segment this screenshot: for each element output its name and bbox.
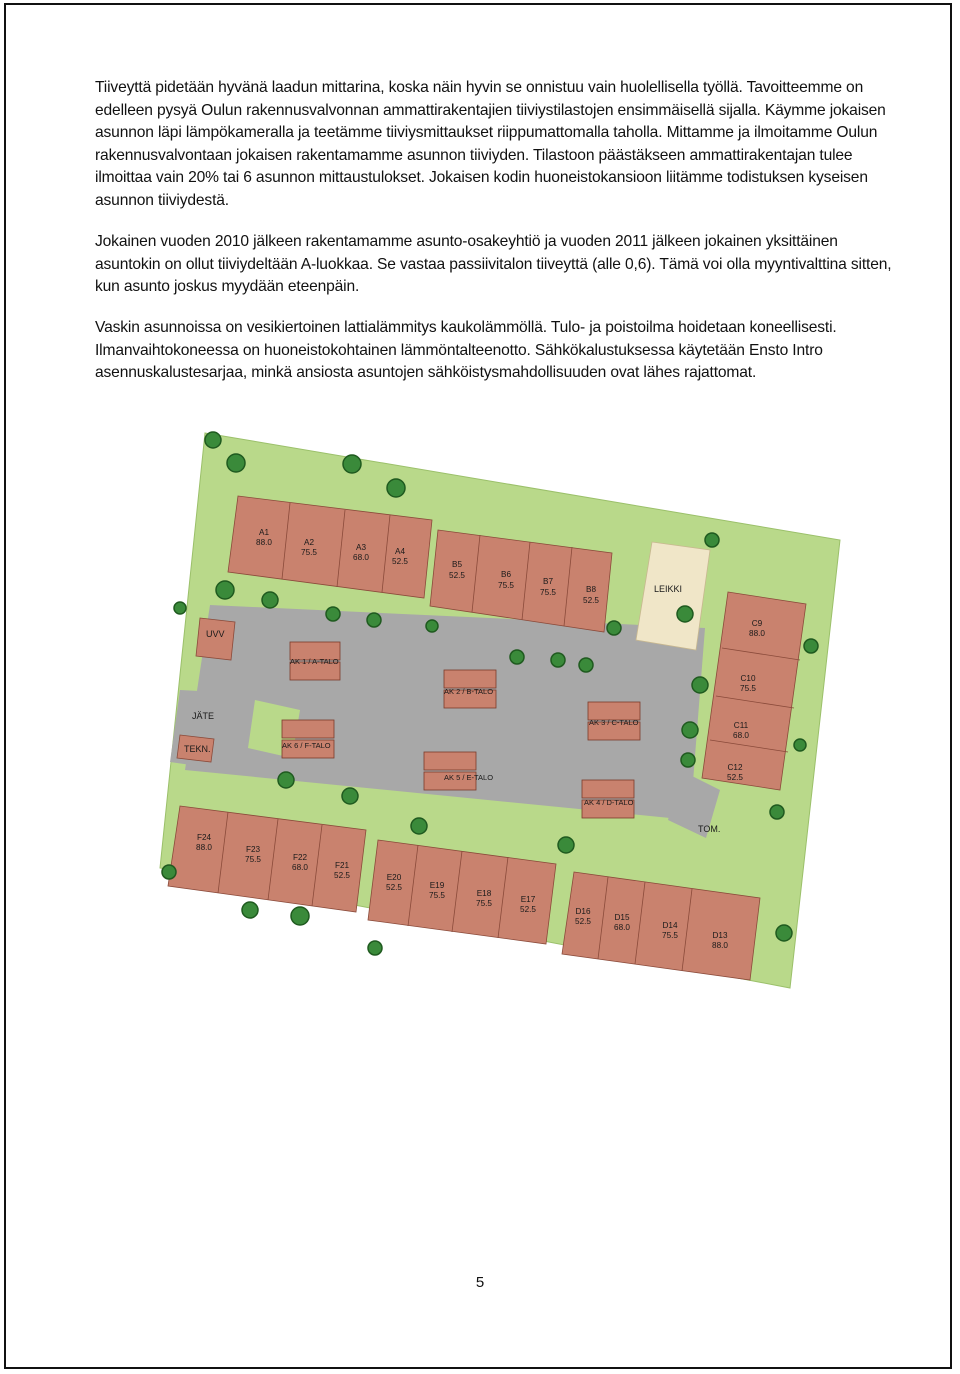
unit-c11 (733, 721, 749, 740)
svg-text:88.0: 88.0 (749, 629, 765, 638)
svg-text:52.5: 52.5 (727, 773, 743, 782)
carport-ak2 (444, 670, 496, 708)
svg-text:E18: E18 (476, 889, 492, 898)
unit-e20 (386, 873, 402, 892)
svg-text:75.5: 75.5 (540, 588, 556, 597)
svg-text:52.5: 52.5 (386, 883, 402, 892)
svg-text:D14: D14 (662, 921, 678, 930)
svg-text:88.0: 88.0 (256, 538, 272, 547)
unit-e19 (429, 881, 445, 900)
svg-text:88.0: 88.0 (196, 843, 212, 852)
svg-text:88.0: 88.0 (712, 941, 728, 950)
svg-text:52.5: 52.5 (520, 905, 536, 914)
carport-ak1 (290, 642, 340, 680)
svg-text:52.5: 52.5 (449, 571, 465, 580)
unit-d15 (614, 913, 630, 932)
svg-text:B8: B8 (585, 585, 597, 594)
tekn-label: TEKN. (184, 744, 211, 754)
svg-text:A2: A2 (303, 538, 315, 547)
playground-label: LEIKKI (654, 584, 683, 594)
svg-text:C12: C12 (727, 763, 743, 772)
svg-text:C9: C9 (751, 619, 763, 628)
svg-text:75.5: 75.5 (245, 855, 261, 864)
svg-text:A4: A4 (394, 547, 406, 556)
building-uvv (196, 618, 235, 660)
svg-text:F22: F22 (292, 853, 308, 862)
svg-text:D13: D13 (712, 931, 728, 940)
svg-text:68.0: 68.0 (353, 553, 369, 562)
svg-text:52.5: 52.5 (575, 917, 591, 926)
svg-text:AK 5 / E-TALO: AK 5 / E-TALO (444, 773, 494, 782)
unit-e18 (476, 889, 492, 908)
unit-d16 (575, 907, 591, 926)
svg-text:E17: E17 (520, 895, 536, 904)
svg-text:75.5: 75.5 (301, 548, 317, 557)
svg-text:75.5: 75.5 (498, 581, 514, 590)
svg-text:52.5: 52.5 (392, 557, 408, 566)
svg-text:52.5: 52.5 (334, 871, 350, 880)
svg-text:B6: B6 (500, 570, 512, 579)
svg-text:AK 1 / A-TALO: AK 1 / A-TALO (290, 657, 339, 666)
svg-text:D15: D15 (614, 913, 630, 922)
svg-text:52.5: 52.5 (583, 596, 599, 605)
paragraph-airtightness: Tiiveyttä pidetään hyvänä laadun mittarina, koska näin hyvin se onnistuu vain huolellisella työllä. Tavoitteemme on edelleen pysyä Oulun rakennusvalvonnan ammattirakentajien tiiviystilastojen ensimmäisellä sijalla. Käymme jokaisen asunnon läpi lämpökameralla ja teetämme tiiviysmittaukset riippumattomalla taholla. Mittamme ja ilmoitamme Oulun rakennusvalvontaan jokaisen rakentamamme asunnon tiiviyden. Tilastoon päästäkseen ammattirakentajan tulee ilmoittaa vain 20% tai 6 asunnon mittaustulokset. Jokaisen kodin huoneistokansioon liitämme todistuksen kyseisen asunnon tiiviydestä. (95, 79, 886, 209)
svg-text:B5: B5 (451, 560, 463, 569)
svg-text:D16: D16 (575, 907, 591, 916)
svg-text:A1: A1 (258, 528, 270, 537)
svg-text:F24: F24 (196, 833, 212, 842)
svg-text:AK 6 / F-TALO: AK 6 / F-TALO (282, 741, 331, 750)
unit-c10 (740, 674, 756, 693)
svg-text:75.5: 75.5 (476, 899, 492, 908)
svg-text:B7: B7 (542, 577, 554, 586)
svg-text:68.0: 68.0 (614, 923, 630, 932)
unit-c12 (727, 763, 743, 782)
svg-text:E19: E19 (429, 881, 445, 890)
jate-label: JÄTE (192, 711, 215, 721)
svg-text:75.5: 75.5 (740, 684, 756, 693)
paragraph-heating-ventilation: Vaskin asunnoissa on vesikiertoinen lattialämmitys kaukolämmöllä. Tulo- ja poistoilma hoidetaan koneellisesti. Ilmanvaihtokoneessa on huoneistokohtainen lämmöntalteenotto. Sähkökalustuksessa käytetään Ensto Intro asennuskalustesarjaa, minkä ansiosta asuntojen sähköistysmahdollisuuden ovat lähes rajattomat. (95, 319, 837, 382)
svg-text:68.0: 68.0 (292, 863, 308, 872)
unit-f21 (334, 861, 350, 880)
unit-f24 (196, 833, 212, 852)
tom-label: TOM. (698, 824, 721, 834)
uvv-label: UVV (206, 629, 225, 639)
unit-d14 (662, 921, 678, 940)
svg-text:AK 4 / D-TALO: AK 4 / D-TALO (584, 798, 634, 807)
svg-text:A3: A3 (355, 543, 367, 552)
svg-text:AK 2 / B-TALO: AK 2 / B-TALO (444, 687, 494, 696)
unit-d13 (712, 931, 728, 950)
svg-text:75.5: 75.5 (429, 891, 445, 900)
svg-text:F21: F21 (334, 861, 350, 870)
paragraph-a-class: Jokainen vuoden 2010 jälkeen rakentamamme asunto-osakeyhtiö ja vuoden 2011 jälkeen jokainen yksittäinen asuntokin on ollut tiiviydeltään A-luokkaa. Se vastaa passiivitalon tiiveyttä (alle 0,6). Tämä voi olla myyntivalttina sitten, kun asunto joskus myydään eteenpäin. (95, 233, 892, 296)
carport-ak3 (588, 702, 640, 740)
svg-text:C11: C11 (733, 721, 749, 730)
page-number: 5 (475, 1274, 485, 1291)
unit-f23 (245, 845, 261, 864)
svg-text:AK 3 / C-TALO: AK 3 / C-TALO (589, 718, 639, 727)
svg-text:68.0: 68.0 (733, 731, 749, 740)
svg-text:C10: C10 (740, 674, 756, 683)
svg-text:E20: E20 (386, 873, 402, 882)
unit-e17 (520, 895, 536, 914)
svg-text:75.5: 75.5 (662, 931, 678, 940)
unit-f22 (292, 853, 308, 872)
svg-text:F23: F23 (245, 845, 261, 854)
carport-ak4 (582, 780, 634, 818)
